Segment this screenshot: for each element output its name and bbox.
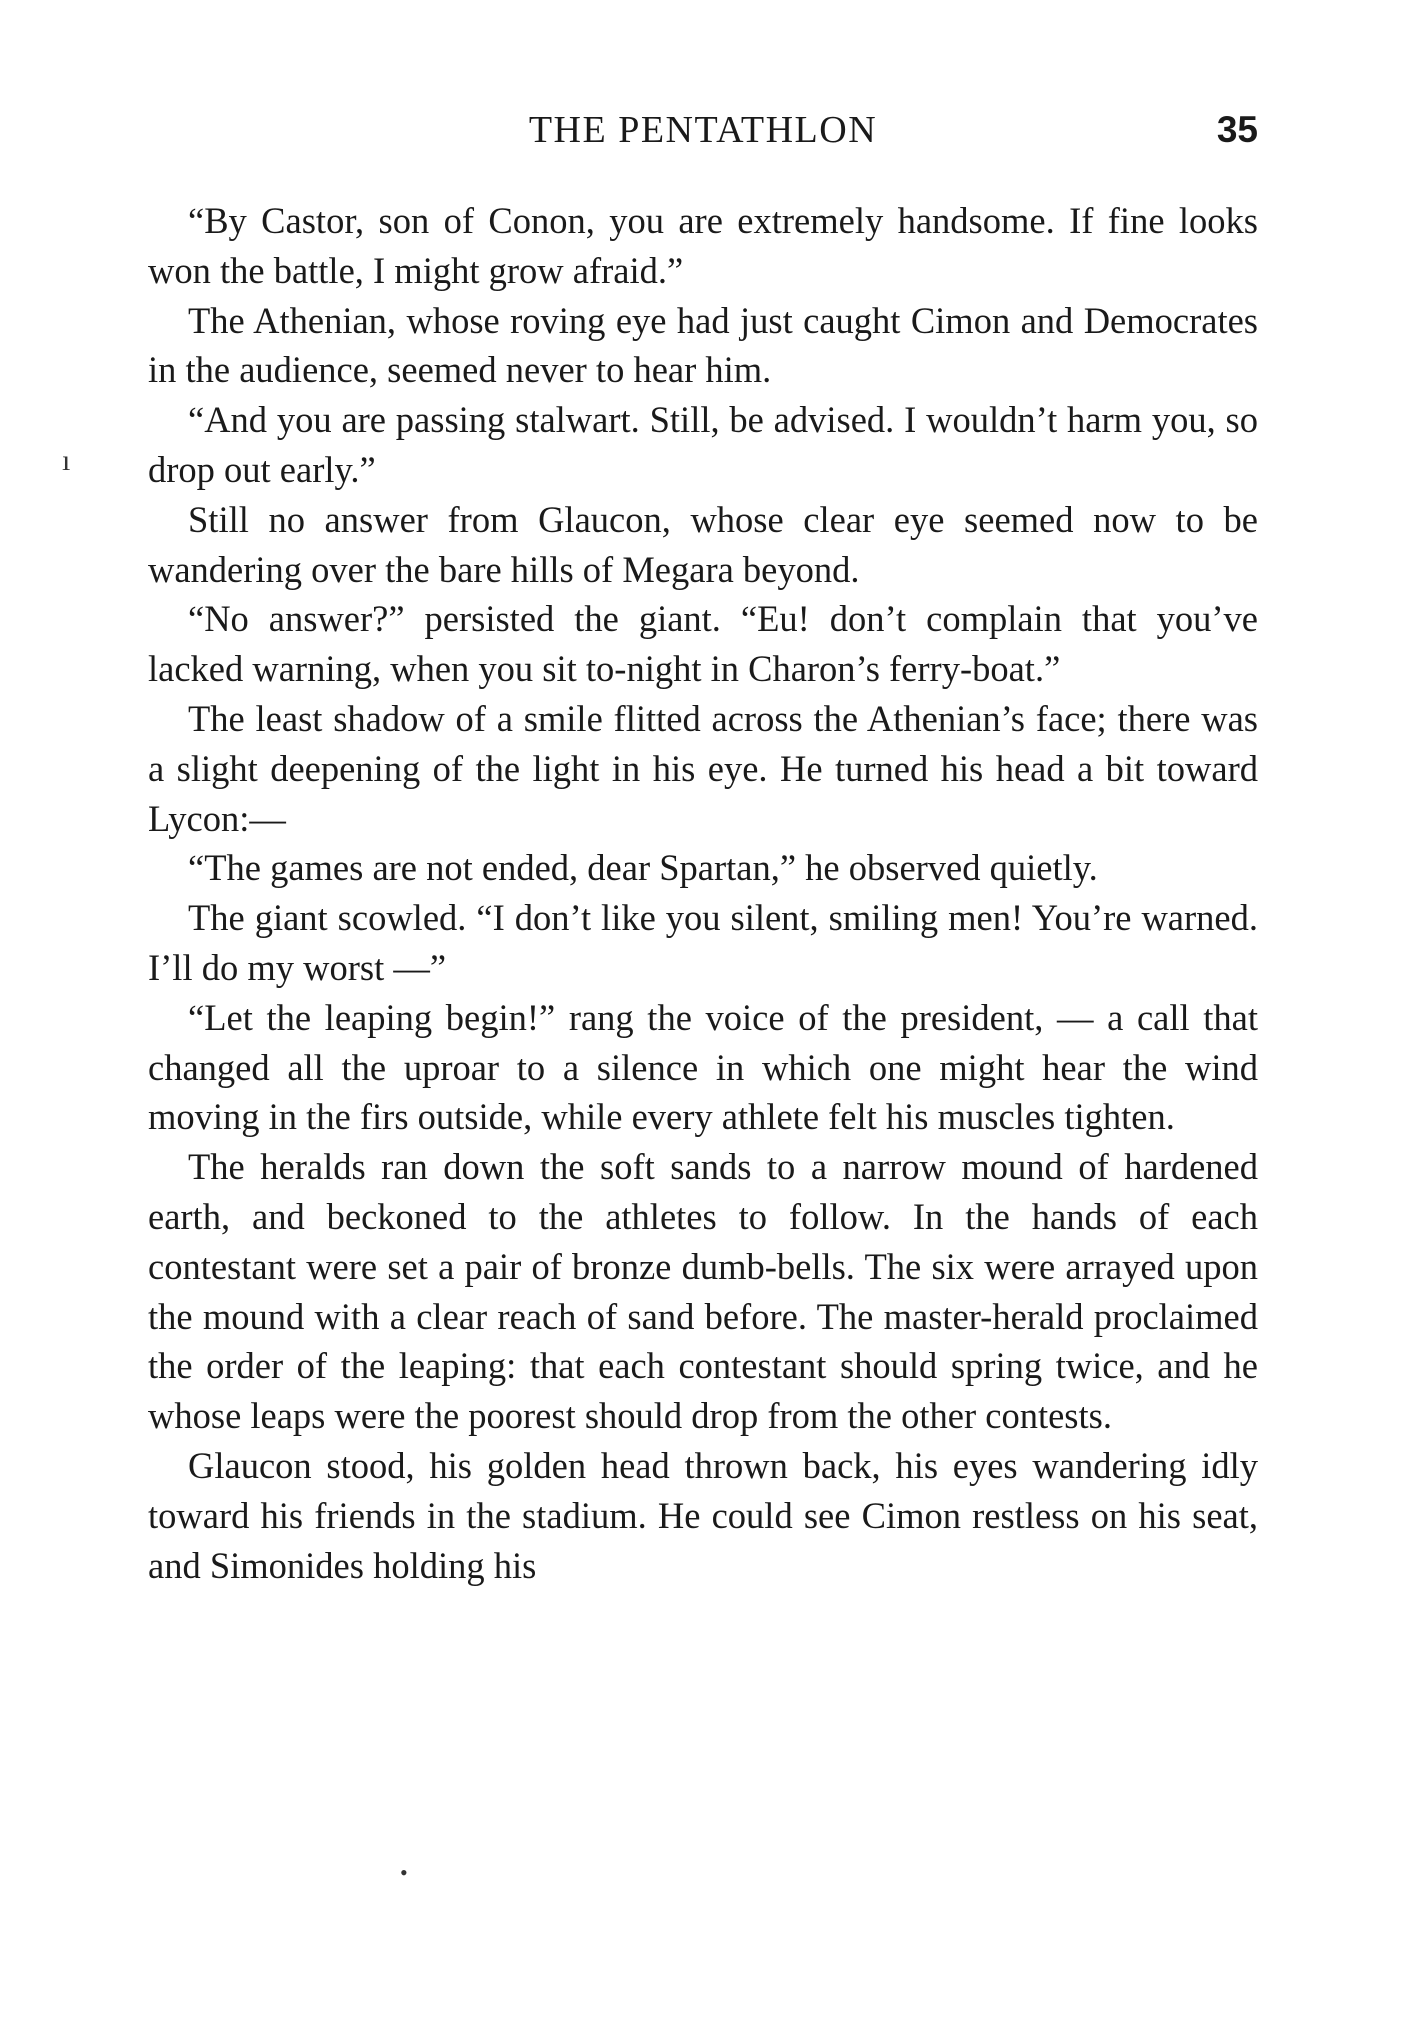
paragraph: “Let the leaping begin!” rang the voice of the president, — a call that changed all the uproar to a silence in which one might hear the wind moving in the firs outside, while every athlete felt his muscles tighten. (148, 996, 1258, 1138)
margin-mark: ı (62, 444, 71, 477)
paragraph: “By Castor, son of Conon, you are extremely handsome. If fine looks won the battle, I might grow afraid.” (148, 200, 1258, 291)
paragraph: “No answer?” persisted the giant. “Eu! don’t complain that you’ve lacked warning, when you sit to-night in Charon’s ferry-boat.” (148, 598, 1258, 690)
page-number: 35 (1216, 109, 1258, 150)
paragraph: Glaucon stood, his golden head thrown back, his eyes wandering idly toward his friends in the stadium. He could see Cimon restless on his seat, and Simonides holding his (148, 1444, 1258, 1586)
paragraph: “And you are passing stalwart. Still, be advised. I wouldn’t harm you, so drop out early.” (148, 399, 1258, 490)
ink-speck: • (400, 1860, 408, 1885)
paragraph: “The games are not ended, dear Spartan,” he observed quietly. (188, 847, 1098, 889)
paragraph: Still no answer from Glaucon, whose clear eye seemed now to be wandering over the bare hills of Megara beyond. (148, 498, 1258, 590)
paragraph: The least shadow of a smile flitted across the Athenian’s face; there was a slight deepening of the light in his eye. He turned his head a bit toward Lycon:— (148, 697, 1258, 839)
paragraph: The Athenian, whose roving eye had just caught Cimon and Democrates in the audience, seemed never to hear him. (148, 299, 1258, 391)
paragraph: The giant scowled. “I don’t like you silent, smiling men! You’re warned. I’ll do my worst —” (148, 897, 1258, 988)
running-head (148, 104, 1258, 156)
running-title: THE PENTATHLON (528, 109, 878, 151)
paragraph: The heralds ran down the soft sands to a narrow mound of hardened earth, and beckoned to the athletes to follow. In the hands of each contestant were set a pair of bronze dumb-bells. The six were arrayed upon the mound with a clear reach of sand before. The master-herald proclaimed the order of the leaping: that each contestant should spring twice, and he whose leaps were the poorest should drop from the other contests. (148, 1146, 1258, 1437)
body-text (148, 196, 1258, 1590)
